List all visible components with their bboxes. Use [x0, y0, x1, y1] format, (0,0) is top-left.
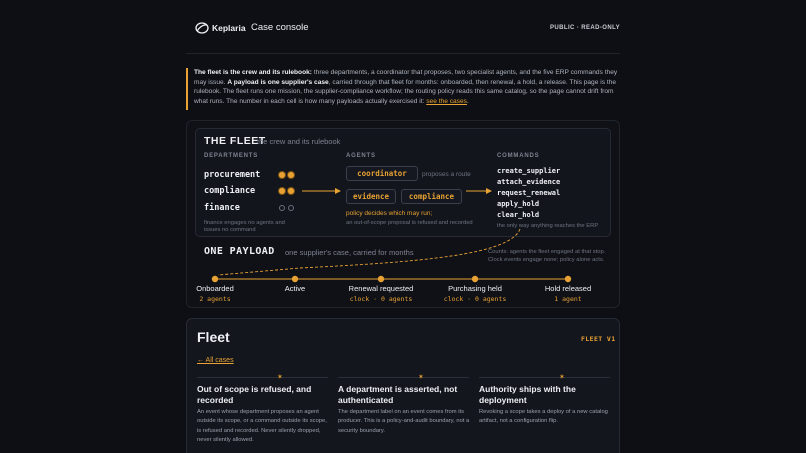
agent-coordinator[interactable]: coordinator — [346, 166, 418, 181]
intro-lead-fleet: The fleet is the crew and its rulebook: — [194, 69, 312, 76]
case-divider — [338, 377, 469, 378]
agents-heading: AGENTS — [346, 153, 376, 159]
brand-name[interactable]: Keplaria — [212, 23, 246, 33]
command-request-renewal: request_renewal — [497, 189, 561, 197]
fleet-version-tag: FLEET V1 — [581, 335, 616, 343]
intro-lead-payload: A payload is one supplier's case — [227, 78, 329, 86]
payload-subtitle: one supplier's case, carried for months — [285, 248, 414, 257]
case-title-authority-ships[interactable]: Authority ships with the deployment — [479, 384, 576, 405]
intro-text-2: , carried through that fleet for months: onboarded, then renewal, a hold, a release. This page is the rulebook. The fleet runs one mission, the supplier-compliance workflow; the routing policy reads this same catalog, so the page cannot drift from what runs. The number in each cell is how many payloads actually exercised it: — [194, 78, 616, 106]
commands-heading: COMMANDS — [497, 153, 540, 159]
agent-evidence[interactable]: evidence — [346, 189, 396, 204]
department-finance: finance — [204, 203, 240, 213]
case-title-out-of-scope[interactable]: Out of scope is refused, and recorded — [197, 384, 312, 405]
spark-icon: ✶ — [418, 374, 424, 381]
stage-label: Active — [284, 284, 306, 293]
page-title: Case console — [251, 22, 309, 33]
case-body-out-of-scope: An event whose department proposes an agent outside its scope, or a command outside its scope, is refused and recorded. Never silently dropped, never silently allowed. — [197, 409, 327, 444]
fleet-subtitle: the crew and its rulebook — [257, 137, 341, 146]
timeline-node — [212, 276, 218, 282]
cases-title: Fleet — [197, 329, 230, 345]
stage-label: Hold released — [544, 284, 592, 293]
case-body-department-asserted: The department label on an event comes from its producer. This is a policy-and-audit boundary, not a security boundary. — [338, 409, 470, 434]
stage-agent-count: clock · 0 agents — [349, 295, 413, 303]
departments-note: finance engages no agents and issues no command — [204, 220, 285, 233]
case-divider — [197, 377, 328, 378]
case-title-department-asserted[interactable]: A department is asserted, not authenticated — [338, 384, 458, 405]
see-cases-link[interactable]: see the cases — [426, 98, 467, 106]
dispatch-dashed-connector — [218, 229, 520, 275]
department-compliance: compliance — [204, 186, 256, 196]
stage-label: Onboarded — [196, 284, 234, 293]
command-attach-evidence: attach_evidence — [497, 178, 561, 186]
stage-label: Purchasing held — [448, 284, 502, 293]
case-divider — [479, 377, 610, 378]
timeline-node — [292, 276, 298, 282]
all-cases-link[interactable]: ← All cases — [197, 357, 234, 364]
departments-heading: DEPARTMENTS — [204, 153, 259, 159]
fleet-title: THE FLEET — [204, 135, 266, 147]
timeline-node — [378, 276, 384, 282]
coordinator-hint: proposes a route — [422, 171, 471, 178]
policy-statement: policy decides which may run; — [346, 210, 433, 217]
counts-note: Counts: agents the fleet engaged at that stop. Clock events engage none; policy alone acts. — [488, 249, 606, 263]
payload-title: ONE PAYLOAD — [204, 246, 275, 257]
intro-end: . — [466, 98, 469, 106]
department-procurement: procurement — [204, 170, 261, 180]
timeline-node — [565, 276, 571, 282]
timeline-node — [472, 276, 478, 282]
policy-note: an out-of-scope proposal is refused and recorded — [346, 220, 473, 226]
case-body-authority-ships: Revoking a scope takes a deploy of a new catalog artifact, not a configuration flip. — [479, 409, 608, 425]
stage-agent-count: clock · 0 agents — [443, 295, 507, 303]
stage-agent-count: 2 agents — [199, 295, 231, 303]
command-create-supplier: create_supplier — [497, 167, 561, 175]
command-clear-hold: clear_hold — [497, 211, 540, 219]
access-mode-badge: PUBLIC · READ-ONLY — [550, 25, 620, 31]
stage-agent-count: 1 agent — [554, 295, 582, 303]
command-apply-hold: apply_hold — [497, 200, 540, 208]
agent-compliance[interactable]: compliance — [401, 189, 462, 204]
commands-note: the only way anything reaches the ERP — [497, 223, 599, 229]
spark-icon: ✶ — [559, 374, 565, 381]
stage-label: Renewal requested — [348, 284, 414, 293]
intro-text-1: three departments, a coordinator that proposes, two specialist agents, and the five ERP commands they may issue. — [194, 69, 618, 86]
spark-icon: ✶ — [277, 374, 283, 381]
